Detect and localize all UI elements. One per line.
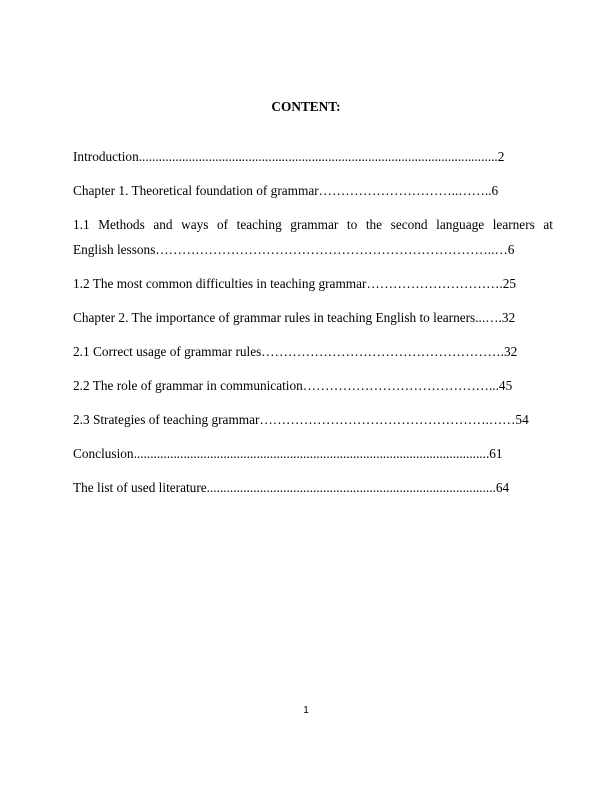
toc-entry-chapter-2: Chapter 2. The importance of grammar rules in teaching English to learners...….32 [73,310,516,325]
page-title: CONTENT: [271,99,341,114]
toc-entry-introduction: Introduction............................................................................................................2 [73,149,505,164]
toc-entry-conclusion: Conclusion...........................................................................................................61 [73,446,503,461]
toc-entry-2-3: 2.3 Strategies of teaching grammar…………………………………………….……54 [73,412,529,427]
toc-entry-1-1-line-1: 1.1 Methods and ways of teaching grammar to the second language learners at [73,217,553,232]
toc-entry-2-2: 2.2 The role of grammar in communication……………………………………...45 [73,378,513,393]
toc-entry-literature: The list of used literature.......................................................................................64 [73,480,510,495]
toc-entry-2-1: 2.1 Correct usage of grammar rules……………………………………………….32 [73,344,518,359]
toc-entry-chapter-1: Chapter 1. Theoretical foundation of grammar…………………………..……..6 [73,183,499,198]
toc-entry-1-2: 1.2 The most common difficulties in teaching grammar………………………….25 [73,276,517,291]
page-number: 1 [303,705,309,716]
toc-entry-1-1-line-2: English lessons…………………………………………………………………..…6 [73,242,515,257]
